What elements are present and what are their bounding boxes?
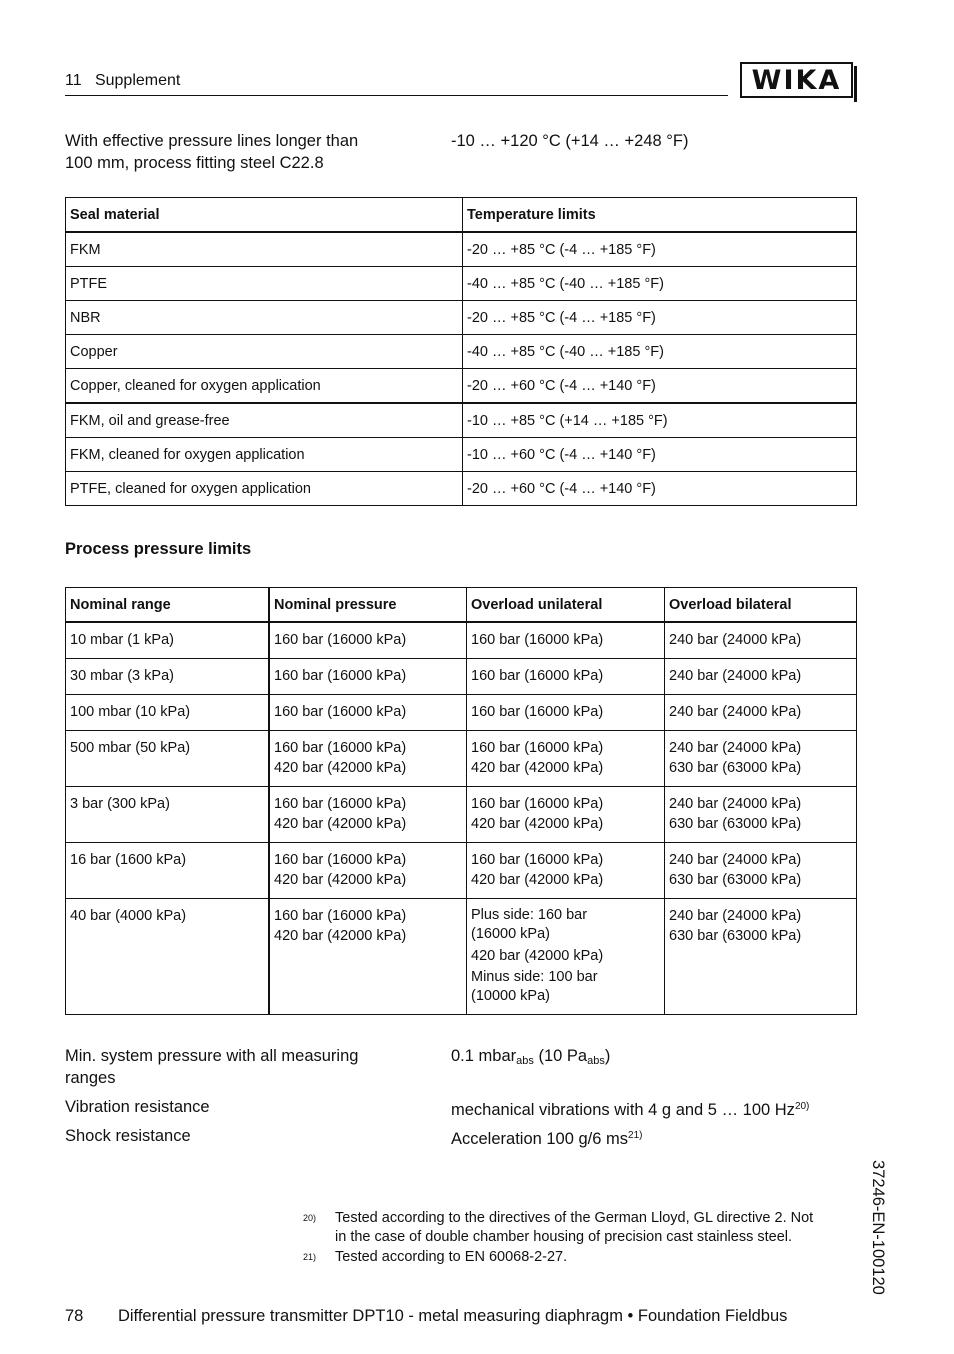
- subscript: abs: [516, 1055, 534, 1067]
- footnote-text: Tested according to the directives of the German Lloyd, GL directive 2. Not: [335, 1210, 814, 1226]
- overload-bilateral-cell: [665, 695, 857, 731]
- column-header: Overload bilateral: [665, 588, 857, 623]
- column-header: Temperature limits: [463, 198, 857, 233]
- cell-line: 420 bar (42000 kPa): [471, 948, 604, 964]
- overload-unilateral-cell: [467, 899, 665, 1015]
- table-header-row: [66, 588, 857, 623]
- seal-material-cell: FKM, oil and grease-free: [66, 403, 463, 438]
- overload-bilateral-cell: [665, 899, 857, 1015]
- nominal-range-cell: [66, 787, 270, 843]
- footnote-mark: 21): [303, 1252, 317, 1262]
- process-pressure-title: Process pressure limits: [65, 540, 252, 558]
- cell-line: 160 bar (16000 kPa): [471, 668, 604, 684]
- cell-line: (16000 kPa): [471, 926, 550, 942]
- seal-material-cell: PTFE: [66, 267, 463, 301]
- footnote-text: in the case of double chamber housing of precision cast stainless steel.: [335, 1229, 793, 1245]
- overload-unilateral-cell: [467, 622, 665, 659]
- column-header: Seal material: [66, 198, 463, 233]
- table-row: [66, 403, 857, 438]
- cell-line: 160 bar (16000 kPa): [274, 740, 407, 756]
- footnote-20: [303, 1209, 865, 1247]
- min-pressure-text: 0.1 mbar: [451, 1047, 517, 1065]
- min-pressure-label: [65, 1045, 358, 1089]
- cell-line: 30 mbar (3 kPa): [70, 668, 174, 684]
- cell-line: 160 bar (16000 kPa): [471, 796, 604, 812]
- min-pressure-text: (10 Pa: [533, 1047, 588, 1065]
- table-row: [66, 899, 857, 1015]
- temperature-limit-cell: -20 … +60 °C (-4 … +140 °F): [463, 472, 857, 506]
- vibration-label: Vibration resistance: [65, 1098, 210, 1116]
- seal-material-cell: Copper, cleaned for oxygen application: [66, 369, 463, 404]
- nominal-range-cell: [66, 695, 270, 731]
- table-row: [66, 335, 857, 369]
- footnote-ref: 20): [794, 1101, 810, 1112]
- nominal-range-cell: [66, 622, 270, 659]
- temperature-limit-cell: -10 … +60 °C (-4 … +140 °F): [463, 438, 857, 472]
- overload-bilateral-cell: [665, 622, 857, 659]
- document-code: 37246-EN-100120: [869, 1160, 887, 1295]
- nominal-pressure-cell: [269, 899, 467, 1015]
- overload-bilateral-cell: [665, 787, 857, 843]
- table-row: [66, 622, 857, 659]
- cell-line: 420 bar (42000 kPa): [274, 928, 407, 944]
- seal-material-cell: FKM, cleaned for oxygen application: [66, 438, 463, 472]
- shock-label: Shock resistance: [65, 1127, 191, 1145]
- cell-line: 240 bar (24000 kPa): [669, 852, 802, 868]
- vibration-value: [451, 1096, 809, 1121]
- footnote-21: [303, 1248, 567, 1267]
- cell-line: 500 mbar (50 kPa): [70, 740, 191, 756]
- cell-line: 240 bar (24000 kPa): [669, 908, 802, 924]
- cell-line: 3 bar (300 kPa): [70, 796, 170, 812]
- overload-unilateral-cell: [467, 787, 665, 843]
- temperature-limit-cell: -20 … +85 °C (-4 … +185 °F): [463, 301, 857, 335]
- column-header: Overload unilateral: [467, 588, 665, 623]
- page-number: 78: [65, 1307, 84, 1325]
- footnote-text: Tested according to EN 60068-2-27.: [335, 1249, 568, 1265]
- nominal-pressure-cell: [269, 622, 467, 659]
- cell-line: 240 bar (24000 kPa): [669, 668, 802, 684]
- cell-line: 160 bar (16000 kPa): [274, 632, 407, 648]
- cell-line: (10000 kPa): [471, 988, 550, 1004]
- nominal-range-cell: [66, 899, 270, 1015]
- nominal-range-cell: [66, 731, 270, 787]
- table-row: [66, 438, 857, 472]
- cell-line: 160 bar (16000 kPa): [471, 852, 604, 868]
- nominal-range-cell: [66, 659, 270, 695]
- cell-line: 16 bar (1600 kPa): [70, 852, 187, 868]
- table-header-row: [66, 198, 857, 233]
- table-row: [66, 267, 857, 301]
- section-heading: 11 Supplement: [65, 72, 181, 89]
- cell-line: 630 bar (63000 kPa): [669, 760, 802, 776]
- cell-line: 420 bar (42000 kPa): [274, 872, 407, 888]
- cell-line: 630 bar (63000 kPa): [669, 928, 802, 944]
- shock-value: [451, 1125, 642, 1150]
- cell-line: 420 bar (42000 kPa): [274, 816, 407, 832]
- header-rule: [65, 95, 728, 96]
- cell-line: Plus side: 160 bar: [471, 907, 588, 923]
- vibration-text: mechanical vibrations with 4 g and 5 … 100 Hz: [451, 1101, 795, 1119]
- table-row: [66, 731, 857, 787]
- cell-line: 40 bar (4000 kPa): [70, 908, 187, 924]
- seal-material-cell: FKM: [66, 232, 463, 267]
- subscript: abs: [587, 1055, 605, 1067]
- cell-line: 10 mbar (1 kPa): [70, 632, 174, 648]
- cell-line: 630 bar (63000 kPa): [669, 816, 802, 832]
- temperature-limit-cell: -40 … +85 °C (-40 … +185 °F): [463, 335, 857, 369]
- cell-line: 160 bar (16000 kPa): [471, 740, 604, 756]
- cell-line: 240 bar (24000 kPa): [669, 704, 802, 720]
- seal-material-cell: PTFE, cleaned for oxygen application: [66, 472, 463, 506]
- temperature-limit-cell: -20 … +85 °C (-4 … +185 °F): [463, 232, 857, 267]
- seal-material-cell: Copper: [66, 335, 463, 369]
- table-row: [66, 787, 857, 843]
- cell-line: 420 bar (42000 kPa): [274, 760, 407, 776]
- min-pressure-label-line2: ranges: [65, 1069, 116, 1087]
- nominal-pressure-cell: [269, 695, 467, 731]
- overload-unilateral-cell: [467, 731, 665, 787]
- seal-material-cell: NBR: [66, 301, 463, 335]
- cell-line: 420 bar (42000 kPa): [471, 872, 604, 888]
- cell-line: 160 bar (16000 kPa): [274, 852, 407, 868]
- cell-line: 160 bar (16000 kPa): [471, 632, 604, 648]
- cell-line: 240 bar (24000 kPa): [669, 632, 802, 648]
- table-row: [66, 301, 857, 335]
- min-pressure-text: ): [604, 1047, 611, 1065]
- footnote-ref: 21): [628, 1130, 643, 1141]
- table-row: [66, 843, 857, 899]
- table-row: [66, 659, 857, 695]
- cell-line: 160 bar (16000 kPa): [471, 704, 604, 720]
- cell-line: 160 bar (16000 kPa): [274, 668, 407, 684]
- nominal-pressure-cell: [269, 787, 467, 843]
- temperature-limit-cell: -20 … +60 °C (-4 … +140 °F): [463, 369, 857, 404]
- temperature-limit-cell: -40 … +85 °C (-40 … +185 °F): [463, 267, 857, 301]
- column-header: Nominal pressure: [269, 588, 467, 623]
- overload-unilateral-cell: [467, 695, 665, 731]
- temperature-limit-cell: -10 … +85 °C (+14 … +185 °F): [463, 403, 857, 438]
- overload-unilateral-cell: [467, 843, 665, 899]
- cell-line: 160 bar (16000 kPa): [274, 796, 407, 812]
- cell-line: 160 bar (16000 kPa): [274, 908, 407, 924]
- intro-label: [65, 130, 358, 174]
- cell-line: 240 bar (24000 kPa): [669, 740, 802, 756]
- cell-line: 630 bar (63000 kPa): [669, 872, 802, 888]
- nominal-pressure-cell: [269, 659, 467, 695]
- nominal-pressure-cell: [269, 843, 467, 899]
- overload-bilateral-cell: [665, 659, 857, 695]
- min-pressure-label-line1: Min. system pressure with all measuring: [65, 1047, 359, 1065]
- footnote-mark: 20): [303, 1213, 317, 1223]
- shock-text: Acceleration 100 g/6 ms: [451, 1130, 629, 1148]
- table-row: [66, 369, 857, 404]
- cell-line: 160 bar (16000 kPa): [274, 704, 407, 720]
- cell-line: 100 mbar (10 kPa): [70, 704, 191, 720]
- nominal-pressure-cell: [269, 731, 467, 787]
- cell-line: 420 bar (42000 kPa): [471, 816, 604, 832]
- cell-line: Minus side: 100 bar: [471, 969, 598, 985]
- cell-line: 420 bar (42000 kPa): [471, 760, 604, 776]
- table-row: [66, 472, 857, 506]
- page-footer: [65, 1307, 787, 1326]
- wika-logo: WIKA: [740, 62, 853, 98]
- cell-line: 240 bar (24000 kPa): [669, 796, 802, 812]
- process-pressure-table: [65, 587, 857, 1015]
- overload-unilateral-cell: [467, 659, 665, 695]
- overload-bilateral-cell: [665, 731, 857, 787]
- table-row: [66, 232, 857, 267]
- nominal-range-cell: [66, 843, 270, 899]
- min-pressure-value: [451, 1045, 610, 1072]
- footer-title: Differential pressure transmitter DPT10 - metal measuring diaphragm • Foundation Fieldbus: [117, 1307, 788, 1325]
- seal-material-table: [65, 197, 857, 506]
- intro-label-line1: With effective pressure lines longer than: [65, 132, 359, 150]
- column-header: Nominal range: [66, 588, 270, 623]
- intro-value: -10 … +120 °C (+14 … +248 °F): [451, 132, 689, 150]
- overload-bilateral-cell: [665, 843, 857, 899]
- table-row: [66, 695, 857, 731]
- intro-label-line2: 100 mm, process fitting steel C22.8: [65, 154, 324, 172]
